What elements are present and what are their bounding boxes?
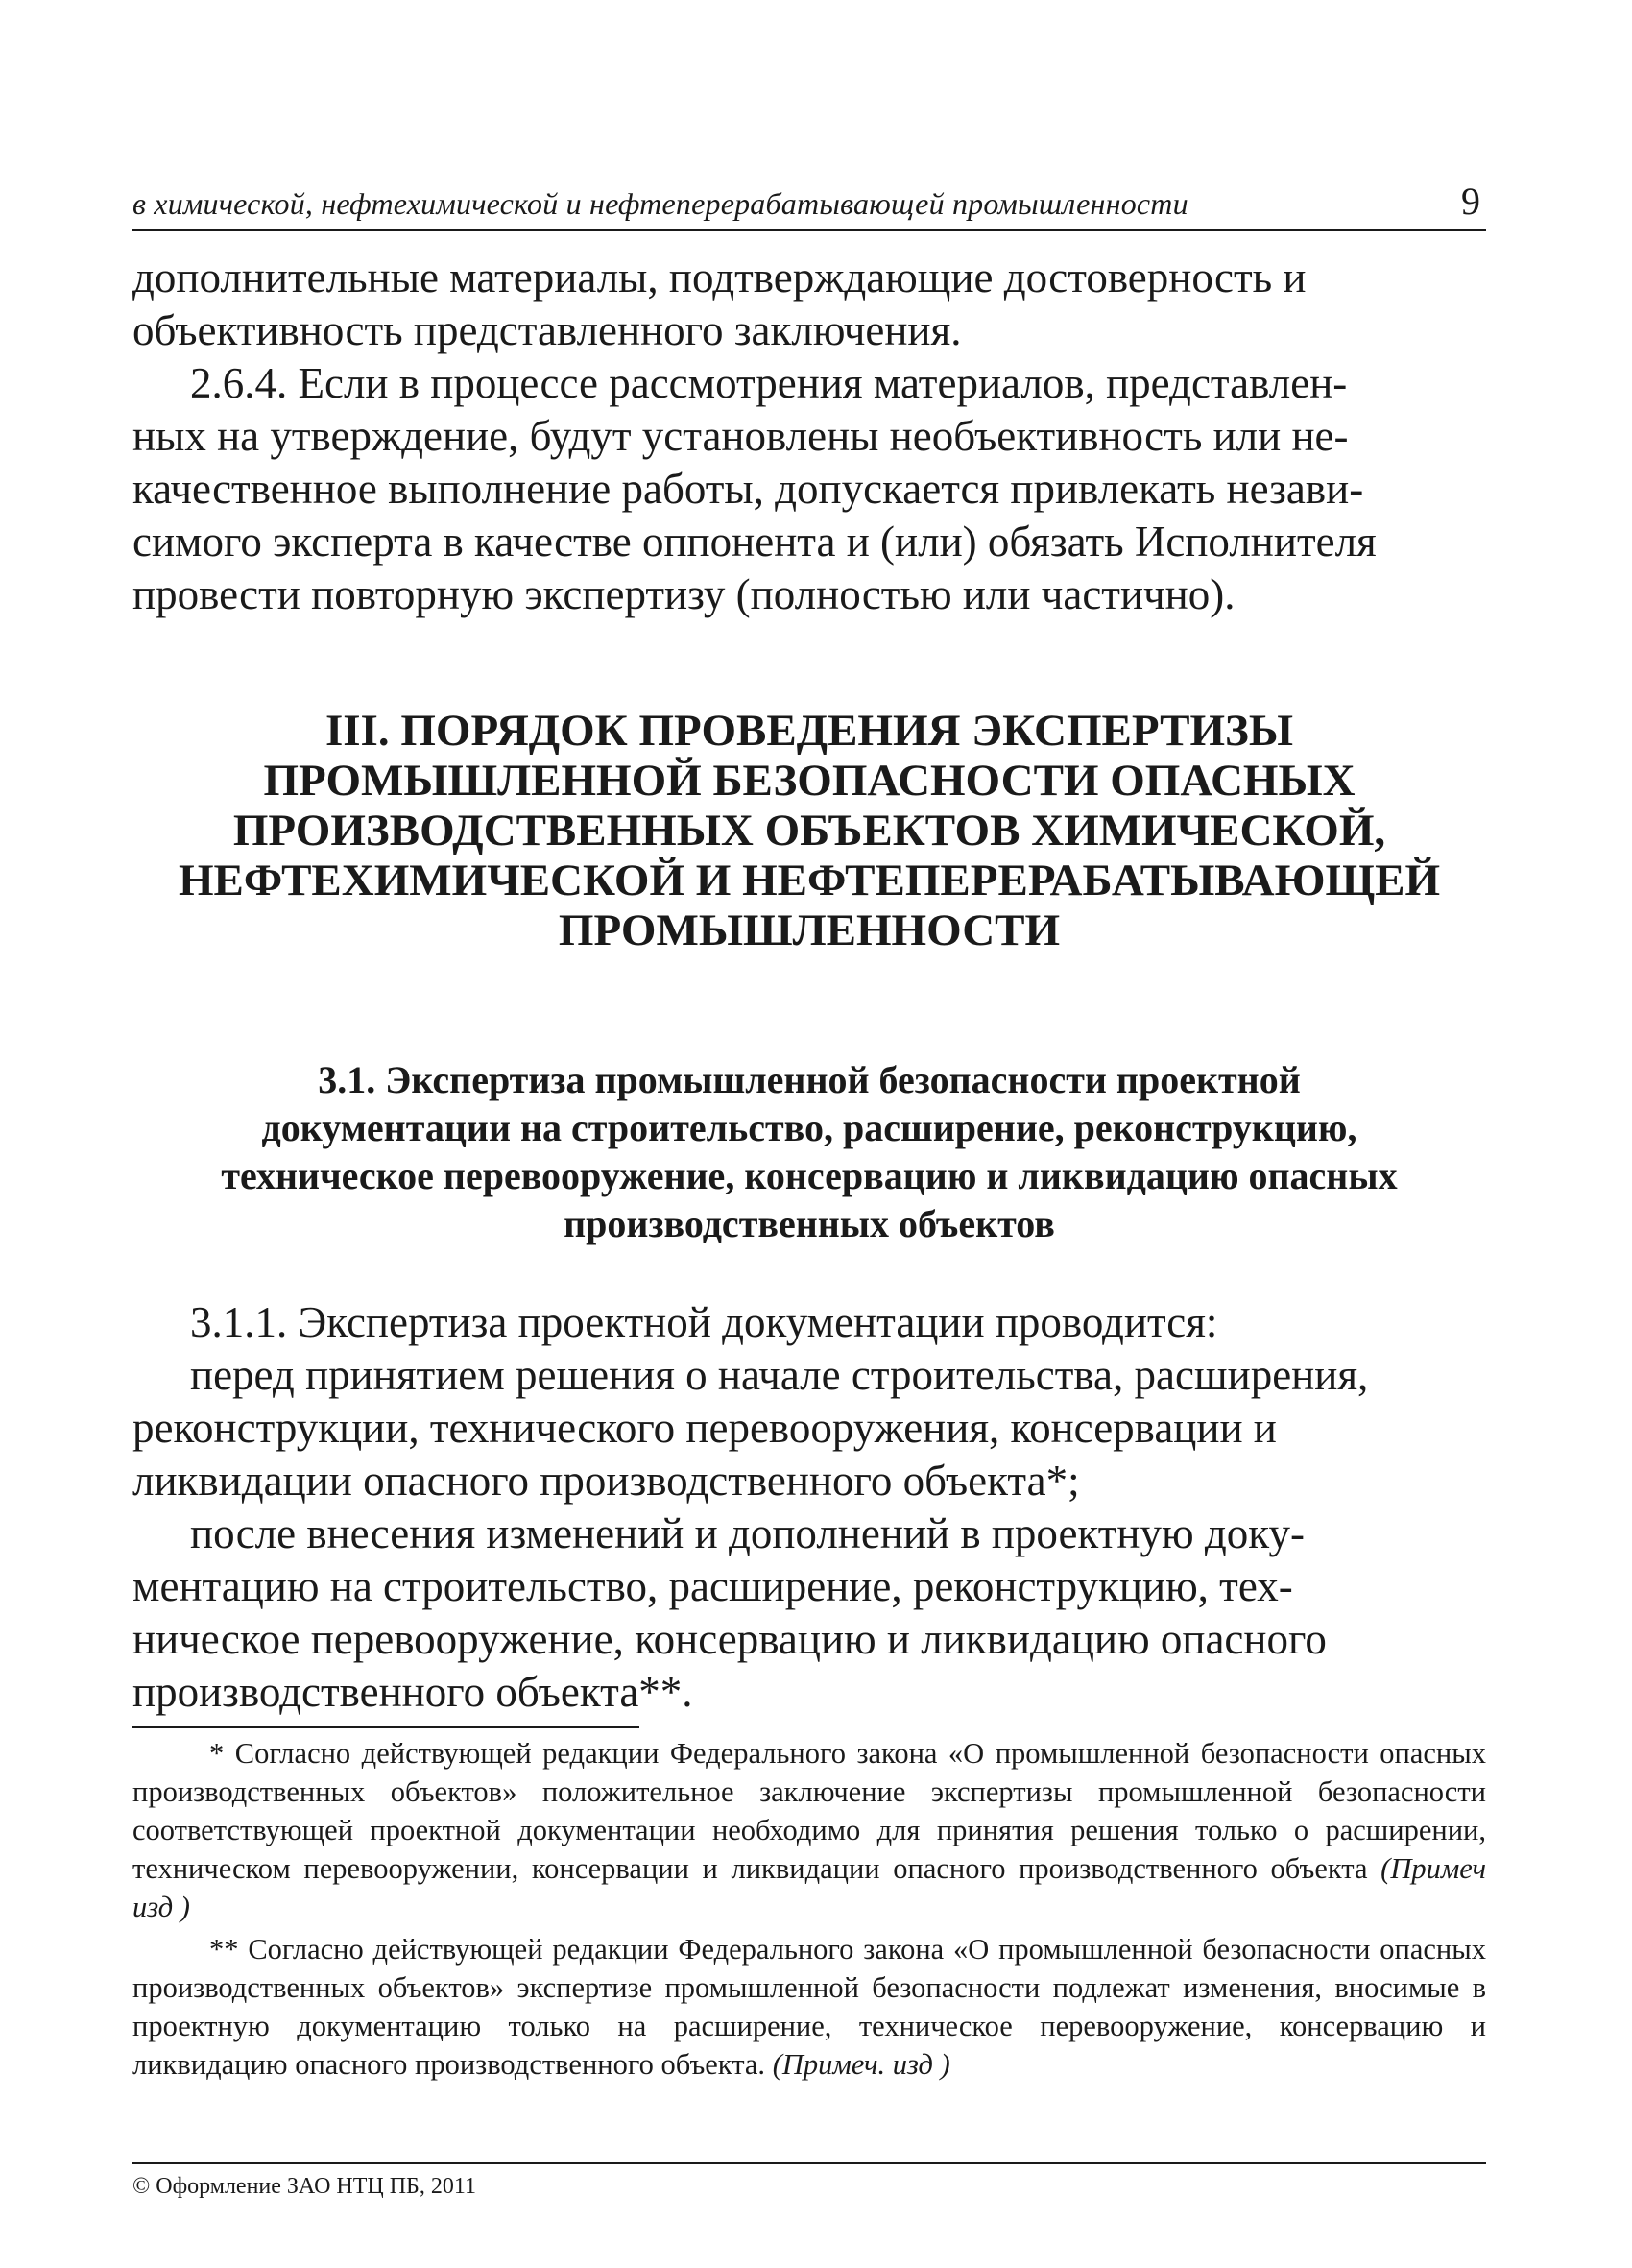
heading-line: 3.1. Экспертиза промышленной безопасности проектной	[318, 1058, 1301, 1101]
footnote-2	[132, 1930, 1486, 2084]
text-line: производственного объекта**.	[132, 1668, 693, 1716]
footnote-1-text: * Согласно действующей редакции Федерального закона «О промышленной безопасности опасных производственных объектов» положительное заключение экспертизы промышленной безопасности соответствующей проектной документации необходимо для принятия решения только о расширении, техническом перевооружении, консервации и ликвидации опасного производственного объекта	[132, 1737, 1486, 1885]
footnote-1-note: (Примеч изд )	[132, 1852, 1486, 1923]
text-line: дополнительные материалы, подтверждающие достоверность и	[132, 253, 1307, 302]
running-header	[132, 182, 1486, 231]
heading-line: ПРОИЗВОДСТВЕННЫХ ОБЪЕКТОВ ХИМИЧЕСКОЙ,	[232, 806, 1386, 856]
clause-2-6-4	[132, 357, 1486, 621]
page-number: 9	[1461, 180, 1480, 223]
heading-line: НЕФТЕХИМИЧЕСКОЙ И НЕФТЕПЕРЕРАБАТЫВАЮЩЕЙ	[178, 856, 1441, 905]
footnotes	[132, 1734, 1486, 2087]
text-line: ликвидации опасного производственного объекта*;	[132, 1457, 1080, 1505]
footnote-divider	[132, 1726, 639, 1728]
intro-paragraph	[132, 252, 1486, 357]
heading-line: ПРОМЫШЛЕННОЙ БЕЗОПАСНОСТИ ОПАСНЫХ	[263, 756, 1356, 806]
text-line: 2.6.4. Если в процессе рассмотрения материалов, представлен-	[190, 359, 1348, 407]
chapter-heading	[132, 706, 1486, 955]
text-line: ническое перевооружение, консервацию и ликвидацию опасного	[132, 1615, 1327, 1663]
text-line: ментацию на строительство, расширение, реконструкцию, тех-	[132, 1562, 1293, 1610]
footnote-1	[132, 1734, 1486, 1926]
text-line: после внесения изменений и дополнений в проектную доку-	[190, 1509, 1305, 1557]
clause-3-1-1	[132, 1296, 1486, 1719]
text-line: ных на утверждение, будут установлены необъективность или не-	[132, 412, 1349, 460]
heading-line: техническое перевооружение, консервацию и ликвидацию опасных	[221, 1154, 1398, 1197]
footnote-2-text: ** Согласно действующей редакции Федерального закона «О промышленной безопасности опасных производственных объектов» экспертизе промышленной безопасности подлежат изменения, вносимые в проектную документацию только на расширение, техническое перевооружение, консервацию и ликвидацию опасного производственного объекта.	[132, 1933, 1486, 2081]
text-line: реконструкции, технического перевооружения, консервации и	[132, 1404, 1277, 1452]
text-line: качественное выполнение работы, допускается привлекать незави-	[132, 465, 1364, 513]
footer-divider	[132, 2162, 1486, 2164]
text-line: 3.1.1. Экспертиза проектной документации проводится:	[190, 1298, 1218, 1346]
heading-line: ПРОМЫШЛЕННОСТИ	[558, 905, 1061, 955]
document-page	[132, 0, 1486, 2268]
heading-line: документации на строительство, расширение, реконструкцию,	[261, 1106, 1357, 1149]
heading-line: III. ПОРЯДОК ПРОВЕДЕНИЯ ЭКСПЕРТИЗЫ	[324, 706, 1294, 756]
text-line: симого эксперта в качестве оппонента и (или) обязать Исполнителя	[132, 518, 1377, 566]
footnote-2-note: (Примеч. изд )	[772, 2048, 950, 2081]
text-line: перед принятием решения о начале строительства, расширения,	[190, 1351, 1369, 1399]
copyright-notice: © Оформление ЗАО НТЦ ПБ, 2011	[132, 2174, 476, 2199]
section-heading	[132, 1056, 1486, 1248]
heading-line: производственных объектов	[564, 1202, 1055, 1245]
text-line: провести повторную экспертизу (полностью или частично).	[132, 570, 1236, 618]
text-line: объективность представленного заключения.	[132, 306, 962, 354]
running-title: в химической, нефтехимической и нефтеперерабатывающей промышленности	[132, 186, 1188, 221]
